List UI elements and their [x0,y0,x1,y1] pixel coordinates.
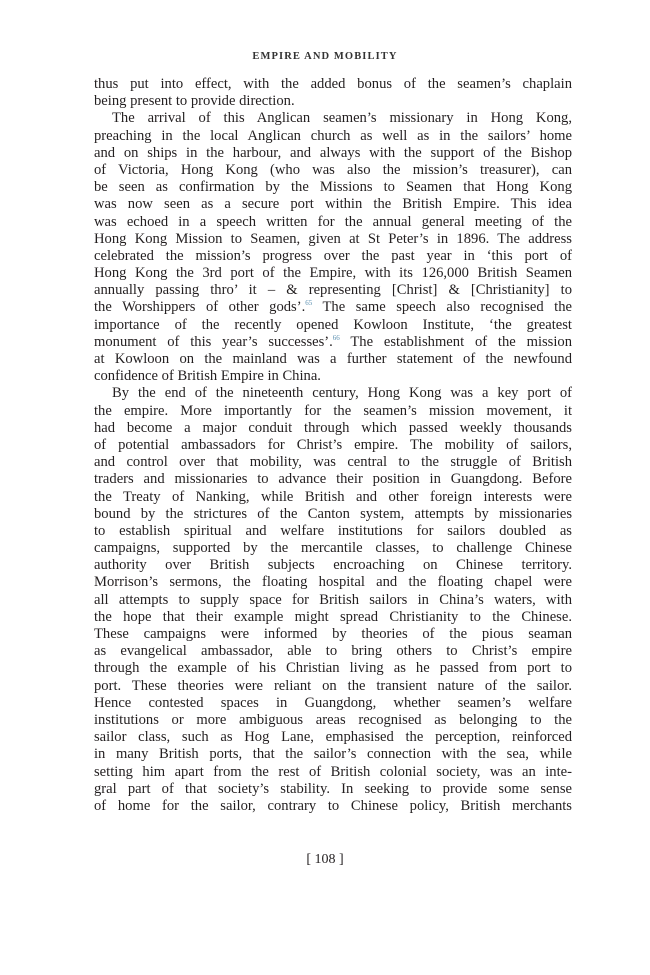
text-line [94,231,572,248]
line-text: By the end of the nineteenth century, Hong Kong was a key port of [112,385,572,402]
text-line [94,609,572,626]
text-line [94,351,572,368]
line-text: of potential ambassadors for Christ’s empire. The mobility of sailors, [94,436,572,453]
page-number: [ 108 ] [306,852,344,867]
text-line [94,764,572,781]
line-text: through the example of his Christian living as he passed from port to [94,660,572,677]
line-text: the Treaty of Nanking, while British and other foreign interests were [94,488,572,505]
running-head: EMPIRE AND MOBILITY [252,51,398,62]
line-text: celebrated the mission’s progress over the past year in ‘this port of [94,247,572,264]
line-text: Hence contested spaces in Guangdong, whether seamen’s welfare [94,694,572,711]
text-line [94,93,572,110]
text-line [94,317,572,334]
line-text: in many British ports, that the sailor’s connection with the sea, while [94,746,572,763]
text-line [94,454,572,471]
text-line [94,128,572,145]
text-line [94,76,572,93]
line-text: setting him apart from the rest of British colonial society, was an inte- [94,763,572,780]
text-line [94,282,572,299]
text-line [94,592,572,609]
line-text: was echoed in a speech written for the annual general meeting of the [94,213,572,230]
line-text: monument of this year’s successes’. [94,333,333,350]
text-line [94,489,572,506]
text-line [94,781,572,798]
line-text: gral part of that society’s stability. In seeking to provide some sense [94,780,572,797]
line-text: authority over British subjects encroaching on Chinese territory. [94,557,572,574]
line-text: The arrival of this Anglican seamen’s missionary in Hong Kong, [112,110,572,127]
text-line [94,385,572,402]
text-line [94,695,572,712]
text-line [94,471,572,488]
text-line [94,265,572,282]
text-line [94,162,572,179]
line-text-continued: The establishment of the mission [339,333,572,350]
text-line [94,437,572,454]
line-text: and on ships in the harbour, and always with the support of the Bishop [94,144,572,161]
text-line [94,660,572,677]
text-line [94,798,572,815]
line-text: was now seen as a secure port within the British Empire. This idea [94,196,572,213]
line-text: at Kowloon on the mainland was a further statement of the newfound [94,351,572,367]
text-line [94,299,572,316]
text-line [94,540,572,557]
line-text: institutions or more ambiguous areas recognised as belonging to the [94,711,572,728]
line-text: the hope that their example might spread Christianity to the Chinese. [94,608,572,625]
line-text: thus put into effect, with the added bonus of the seamen’s chaplain [94,76,572,92]
line-text: to establish spiritual and welfare institutions for sailors doubled as [94,522,572,539]
line-text: Hong Kong the 3rd port of the Empire, with its 126,000 British Seamen [94,265,572,282]
line-text: the empire. More importantly for the seamen’s mission movement, it [94,402,572,419]
text-line [94,334,572,351]
text-line [94,403,572,420]
line-text: as evangelical ambassador, able to bring others to Christ’s empire [94,643,572,660]
text-line [94,368,572,385]
line-text: traders and missionaries to advance their position in Guangdong. Before [94,471,572,488]
text-line [94,179,572,196]
line-text: Morrison’s sermons, the floating hospital and the floating chapel were [94,574,572,591]
text-line [94,626,572,643]
line-text: had become a major conduit through which passed weekly thousands [94,419,572,436]
text-line [94,420,572,437]
footnote-marker[interactable]: 65 [305,299,313,308]
text-line [94,145,572,162]
text-line [94,523,572,540]
line-text-continued: The same speech also recognised the [312,299,572,316]
text-line [94,643,572,660]
line-text: campaigns, supported by the mercantile classes, to challenge Chinese [94,540,572,557]
text-line [94,110,572,127]
line-text: port. These theories were reliant on the transient nature of the sailor. [94,677,572,694]
body-text [94,76,572,815]
line-text: of Victoria, Hong Kong (who was also the mission’s treasurer), can [94,161,572,178]
line-text: confidence of British Empire in China. [94,368,321,385]
line-text: all attempts to supply space for British sailors in China’s waters, with [94,591,572,608]
line-text: being present to provide direction. [94,93,295,110]
text-line [94,729,572,746]
text-line [94,712,572,729]
text-line [94,214,572,231]
line-text: importance of the recently opened Kowloon Institute, ‘the greatest [94,316,572,333]
line-text: These campaigns were informed by theories of the pious seaman [94,626,572,642]
line-text: preaching in the local Anglican church as well as in the sailors’ home [94,127,572,144]
text-line [94,746,572,763]
footnote-marker[interactable]: 66 [332,333,340,342]
text-line [94,196,572,213]
line-text: sailor class, such as Hog Lane, emphasised the perception, reinforced [94,729,572,746]
line-text: Hong Kong Mission to Seamen, given at St Peter’s in 1896. The address [94,230,572,247]
line-text: and control over that mobility, was central to the struggle of British [94,454,572,471]
text-line [94,557,572,574]
line-text: be seen as confirmation by the Missions to Seamen that Hong Kong [94,179,572,196]
text-line [94,248,572,265]
text-line [94,678,572,695]
line-text: of home for the sailor, contrary to Chinese policy, British merchants [94,797,572,814]
text-line [94,506,572,523]
line-text: bound by the strictures of the Canton system, attempts by missionaries [94,505,572,522]
line-text: annually passing thro’ it – & representing [Christ] & [Christianity] to [94,282,572,299]
text-line [94,574,572,591]
line-text: the Worshippers of other gods’. [94,299,306,316]
